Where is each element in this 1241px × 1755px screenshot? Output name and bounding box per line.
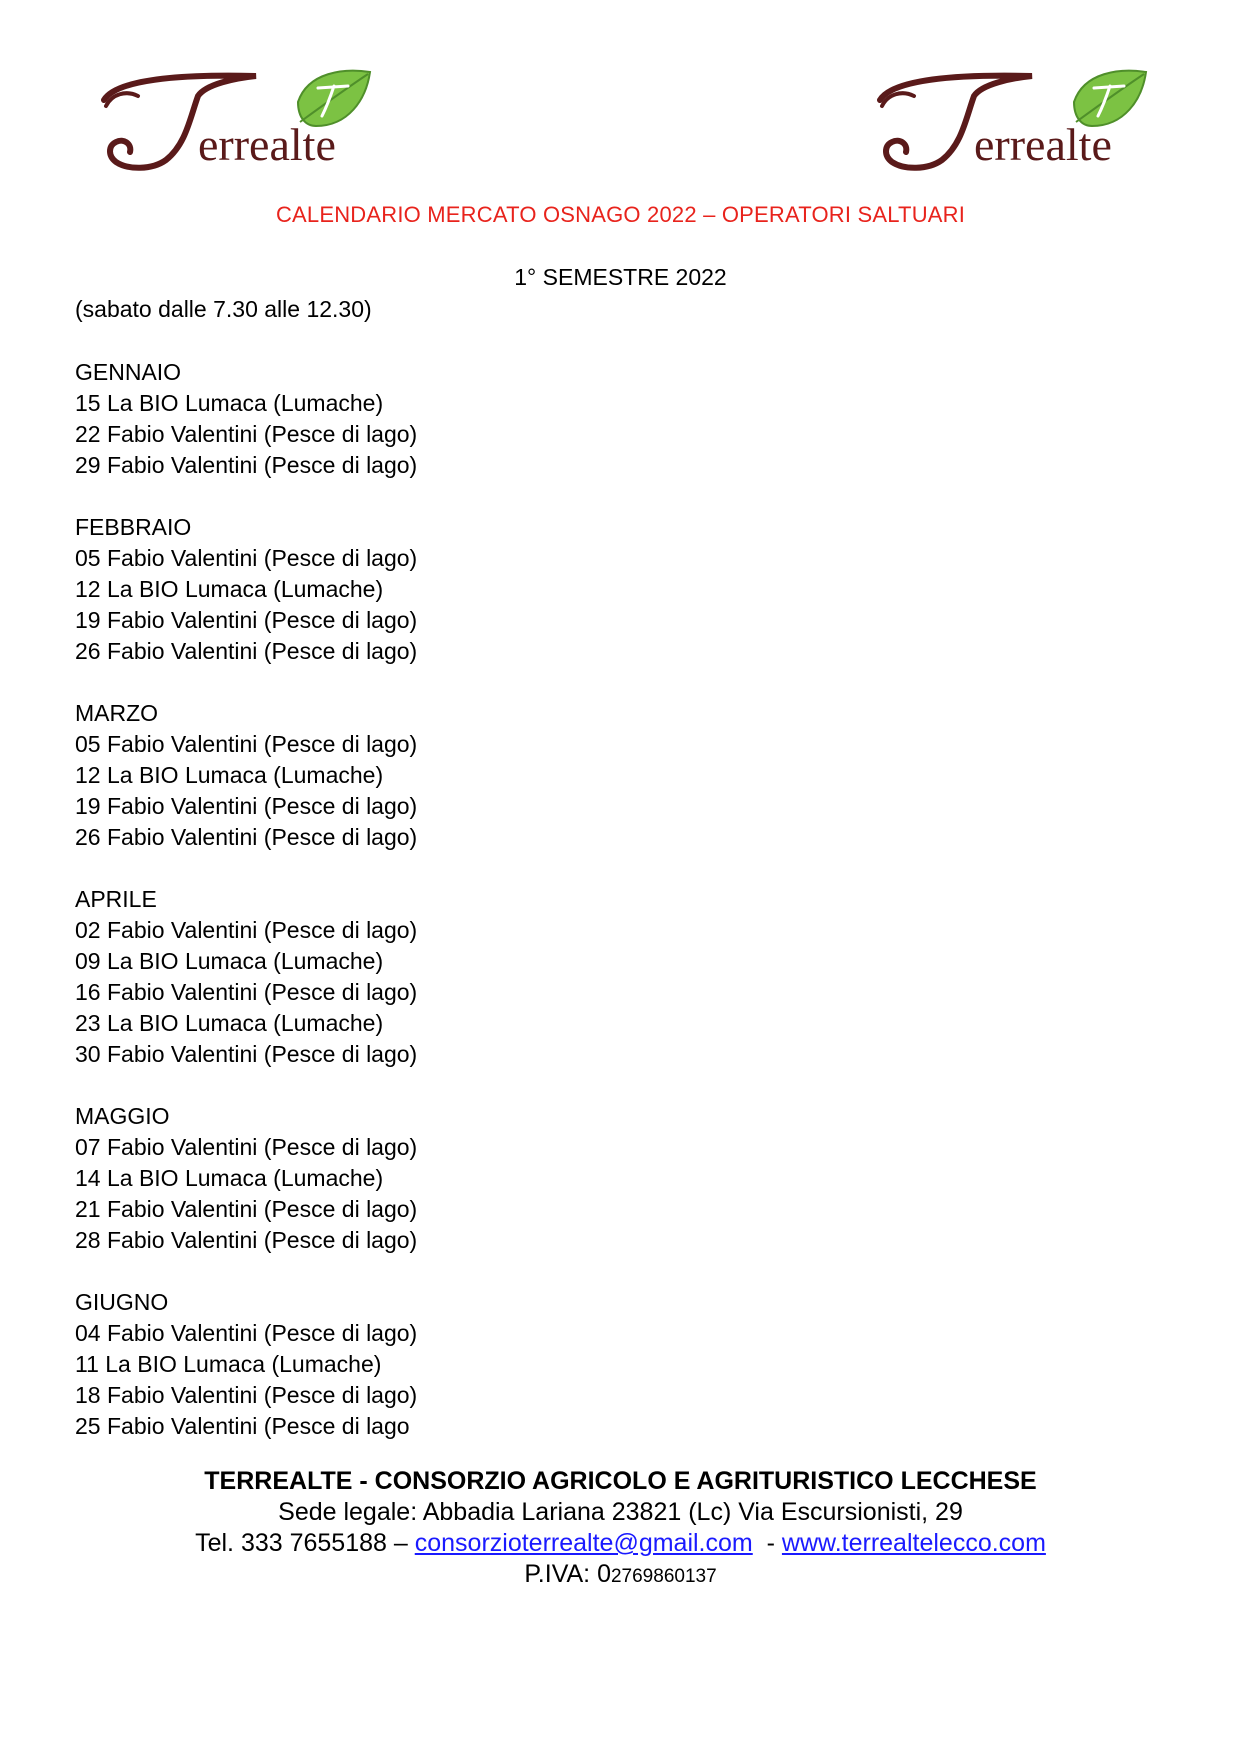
month-name: FEBBRAIO (75, 514, 192, 540)
calendar-entry: 07 Fabio Valentini (Pesce di lago) (75, 1134, 418, 1160)
calendar-entry: 11 La BIO Lumaca (Lumache) (75, 1351, 382, 1377)
footer-contacts (0, 1528, 1241, 1559)
month-name: APRILE (75, 886, 157, 912)
calendar-entry: 05 Fabio Valentini (Pesce di lago) (75, 545, 418, 571)
month-block (75, 884, 417, 1070)
calendar-entry: 16 Fabio Valentini (Pesce di lago) (75, 979, 418, 1005)
calendar-entry: 21 Fabio Valentini (Pesce di lago) (75, 1196, 418, 1222)
calendar-entry: 15 La BIO Lumaca (Lumache) (75, 390, 384, 416)
calendar-entry: 19 Fabio Valentini (Pesce di lago) (75, 607, 418, 633)
vat-label: P.IVA: 0 (524, 1560, 611, 1588)
terrealte-logo-right (862, 66, 1152, 176)
calendar-entry: 04 Fabio Valentini (Pesce di lago) (75, 1320, 418, 1346)
month-name: GIUGNO (75, 1289, 169, 1315)
footer-separator: - (752, 1529, 782, 1557)
calendar-entry: 26 Fabio Valentini (Pesce di lago) (75, 824, 418, 850)
terrealte-logo-left (86, 66, 376, 176)
footer-phone: Tel. 333 7655188 – (195, 1529, 415, 1557)
semester-heading: 1° SEMESTRE 2022 (514, 264, 727, 290)
monthly-calendar (75, 357, 417, 1473)
calendar-entry: 30 Fabio Valentini (Pesce di lago) (75, 1041, 418, 1067)
calendar-entry: 12 La BIO Lumaca (Lumache) (75, 762, 384, 788)
footer-organization: TERREALTE - CONSORZIO AGRICOLO E AGRITURISTICO LECCHESE (204, 1467, 1037, 1495)
calendar-entry: 05 Fabio Valentini (Pesce di lago) (75, 731, 418, 757)
calendar-entry: 18 Fabio Valentini (Pesce di lago) (75, 1382, 418, 1408)
month-block (75, 1101, 417, 1256)
calendar-entry: 09 La BIO Lumaca (Lumache) (75, 948, 384, 974)
svg-text:errealte: errealte (198, 119, 336, 170)
market-hours: (sabato dalle 7.30 alle 12.30) (75, 296, 372, 322)
calendar-entry: 22 Fabio Valentini (Pesce di lago) (75, 421, 418, 447)
website-link[interactable]: www.terrealtelecco.com (781, 1529, 1046, 1557)
leaf-logo-icon (862, 66, 1152, 176)
calendar-entry: 23 La BIO Lumaca (Lumache) (75, 1010, 384, 1036)
footer-address: Sede legale: Abbadia Lariana 23821 (Lc) Via Escursionisti, 29 (278, 1498, 963, 1526)
leaf-logo-icon (86, 66, 376, 176)
calendar-entry: 26 Fabio Valentini (Pesce di lago) (75, 638, 418, 664)
month-name: MARZO (75, 700, 159, 726)
calendar-entry: 02 Fabio Valentini (Pesce di lago) (75, 917, 418, 943)
calendar-entry: 25 Fabio Valentini (Pesce di lago (75, 1413, 410, 1439)
month-name: MAGGIO (75, 1103, 170, 1129)
document-title: CALENDARIO MERCATO OSNAGO 2022 – OPERATORI SALTUARI (275, 202, 966, 227)
footer (0, 1466, 1241, 1592)
svg-text:errealte: errealte (974, 119, 1112, 170)
calendar-entry: 14 La BIO Lumaca (Lumache) (75, 1165, 384, 1191)
calendar-entry: 28 Fabio Valentini (Pesce di lago) (75, 1227, 418, 1253)
month-block (75, 357, 417, 481)
calendar-entry: 12 La BIO Lumaca (Lumache) (75, 576, 384, 602)
month-block (75, 512, 417, 667)
month-block (75, 1287, 417, 1442)
calendar-entry: 29 Fabio Valentini (Pesce di lago) (75, 452, 418, 478)
footer-vat (0, 1559, 1241, 1592)
month-name: GENNAIO (75, 359, 182, 385)
email-link[interactable]: consorzioterrealte@gmail.com (414, 1529, 753, 1557)
month-block (75, 698, 417, 853)
vat-number: 2769860137 (610, 1566, 717, 1587)
calendar-entry: 19 Fabio Valentini (Pesce di lago) (75, 793, 418, 819)
